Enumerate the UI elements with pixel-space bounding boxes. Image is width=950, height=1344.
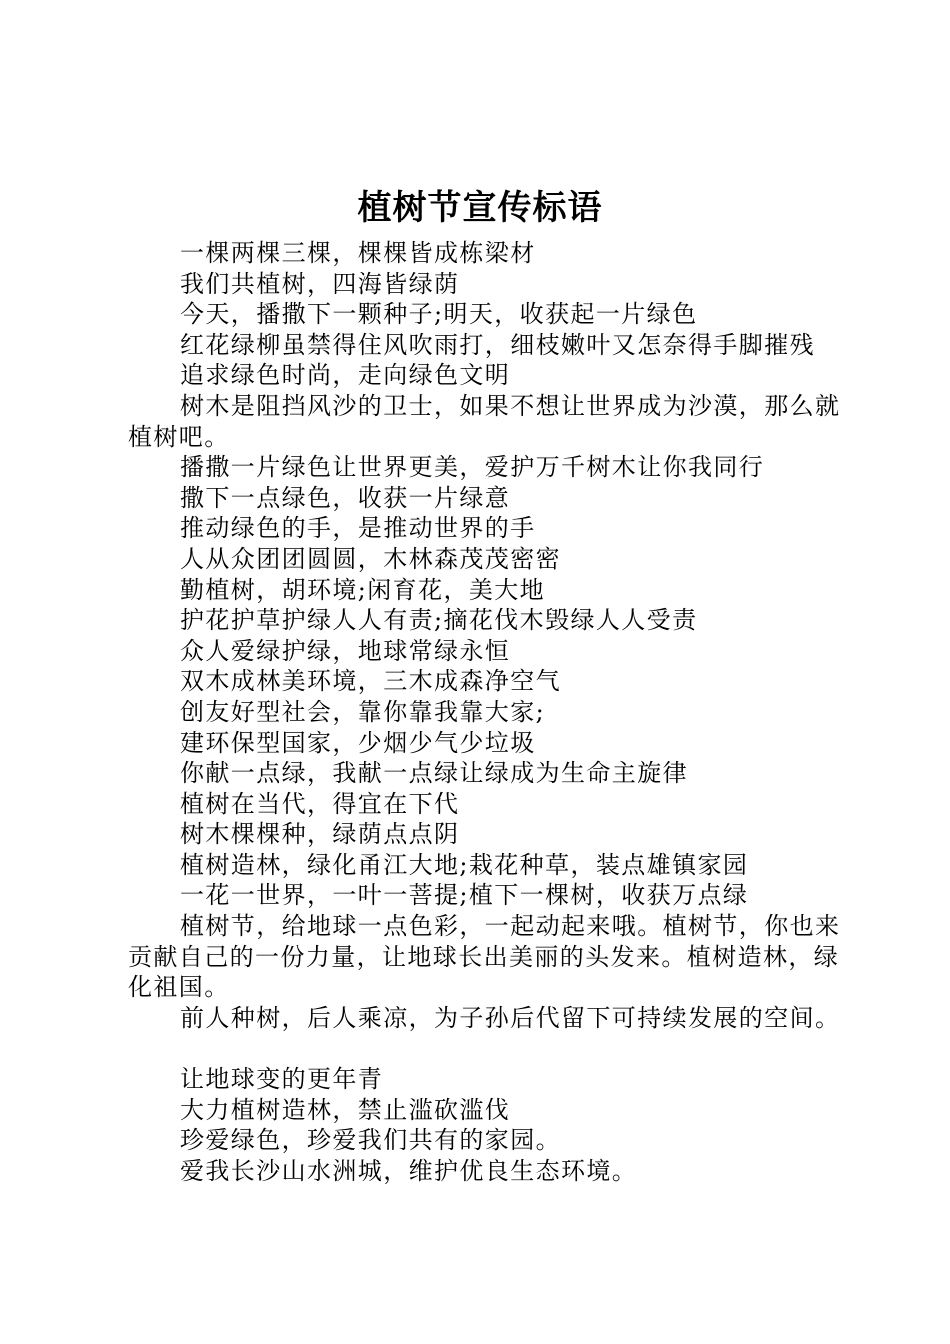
slogan-paragraph: 众人爱绿护绿，地球常绿永恒 (180, 636, 511, 665)
slogan-paragraph: 树木是阻挡风沙的卫士，如果不想让世界成为沙漠，那么就植树吧。 (128, 391, 841, 451)
slogan-paragraph: 建环保型国家，少烟少气少垃圾 (180, 728, 536, 757)
slogan-paragraph: 追求绿色时尚，走向绿色文明 (180, 361, 511, 390)
blank-line (128, 1033, 852, 1064)
slogan-paragraph: 植树节，给地球一点色彩，一起动起来哦。植树节，你也来贡献自己的一份力量，让地球长出美丽的头发来。植树造林，绿化祖国。 (128, 912, 841, 1002)
slogan-paragraph: 前人种树，后人乘凉，为子孙后代留下可持续发展的空间。 (180, 1003, 841, 1032)
slogan-paragraph: 珍爱绿色，珍爱我们共有的家园。 (180, 1126, 561, 1155)
slogan-paragraph: 勤植树，胡环境;闲育花，美大地 (180, 575, 546, 604)
slogan-paragraph: 大力植树造林，禁止滥砍滥伐 (180, 1095, 511, 1124)
slogan-paragraph: 植树在当代，得宜在下代 (180, 789, 460, 818)
slogan-paragraph: 一棵两棵三棵，棵棵皆成栋梁材 (180, 239, 536, 267)
slogan-paragraph: 撒下一点绿色，收获一片绿意 (180, 483, 511, 512)
slogan-paragraph: 双木成林美环境，三木成森净空气 (180, 667, 561, 696)
slogan-paragraph: 你献一点绿，我献一点绿让绿成为生命主旋律 (180, 759, 688, 788)
slogan-paragraph: 植树造林，绿化甬江大地;栽花种草，装点雄镇家园 (180, 850, 749, 879)
slogan-paragraph: 今天，播撒下一颗种子;明天，收获起一片绿色 (180, 300, 698, 329)
document-title: 植树节宣传标语 (357, 188, 603, 228)
slogan-paragraph: 我们共植树，四海皆绿荫 (180, 269, 460, 298)
document-body (128, 238, 852, 1186)
slogan-paragraph: 播撒一片绿色让世界更美，爱护万千树木让你我同行 (180, 453, 765, 482)
slogan-paragraph: 创友好型社会，靠你靠我靠大家; (180, 697, 546, 726)
slogan-paragraph: 推动绿色的手，是推动世界的手 (180, 514, 536, 543)
slogan-paragraph: 让地球变的更年青 (180, 1065, 384, 1094)
slogan-paragraph: 爱我长沙山水洲城，维护优良生态环境。 (180, 1156, 638, 1185)
slogan-paragraph: 一花一世界，一叶一菩提;植下一棵树，收获万点绿 (180, 881, 749, 910)
slogan-paragraph: 人从众团团圆圆，木林森茂茂密密 (180, 544, 561, 573)
slogan-paragraph: 树木棵棵种，绿荫点点阴 (180, 820, 460, 849)
slogan-paragraph: 红花绿柳虽禁得住风吹雨打，细枝嫩叶又怎奈得手脚摧残 (180, 330, 815, 359)
slogan-paragraph: 护花护草护绿人人有责;摘花伐木毁绿人人受责 (180, 606, 698, 635)
